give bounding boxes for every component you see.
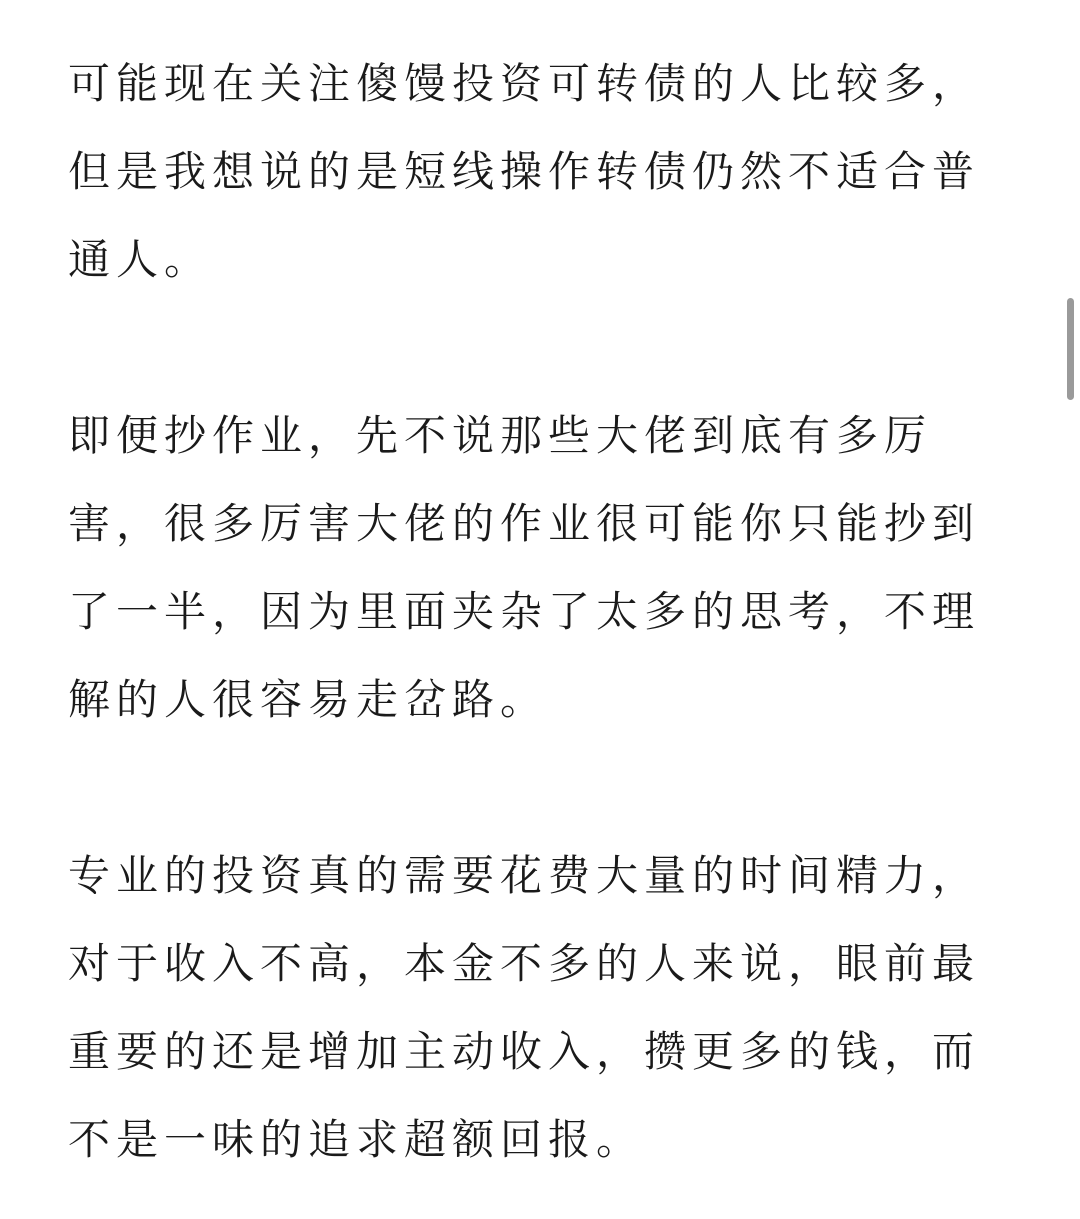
paragraph-line: 不是一味的追求超额回报。: [68, 1115, 645, 1164]
paragraph-2: [68, 392, 1018, 744]
paragraph-line: 可能现在关注傻馒投资可转债的人比较多，: [68, 59, 981, 108]
scrollbar-thumb[interactable]: [1067, 298, 1074, 400]
paragraph-line: 即便抄作业，先不说那些大佬到底有多厉: [68, 411, 933, 460]
paragraph-3: [68, 832, 1018, 1184]
paragraph-line: 对于收入不高，本金不多的人来说，眼前最: [68, 939, 981, 988]
paragraph-line: 害，很多厉害大佬的作业很可能你只能抄到: [68, 499, 981, 548]
article-body: [68, 40, 1018, 1184]
paragraph-1: [68, 40, 1018, 304]
paragraph-line: 通人。: [68, 235, 213, 284]
paragraph-line: 了一半，因为里面夹杂了太多的思考，不理: [68, 587, 981, 636]
paragraph-line: 但是我想说的是短线操作转债仍然不适合普: [68, 147, 981, 196]
paragraph-line: 重要的还是增加主动收入，攒更多的钱，而: [68, 1027, 981, 1076]
paragraph-line: 解的人很容易走岔路。: [68, 675, 549, 724]
paragraph-line: 专业的投资真的需要花费大量的时间精力，: [68, 851, 981, 900]
